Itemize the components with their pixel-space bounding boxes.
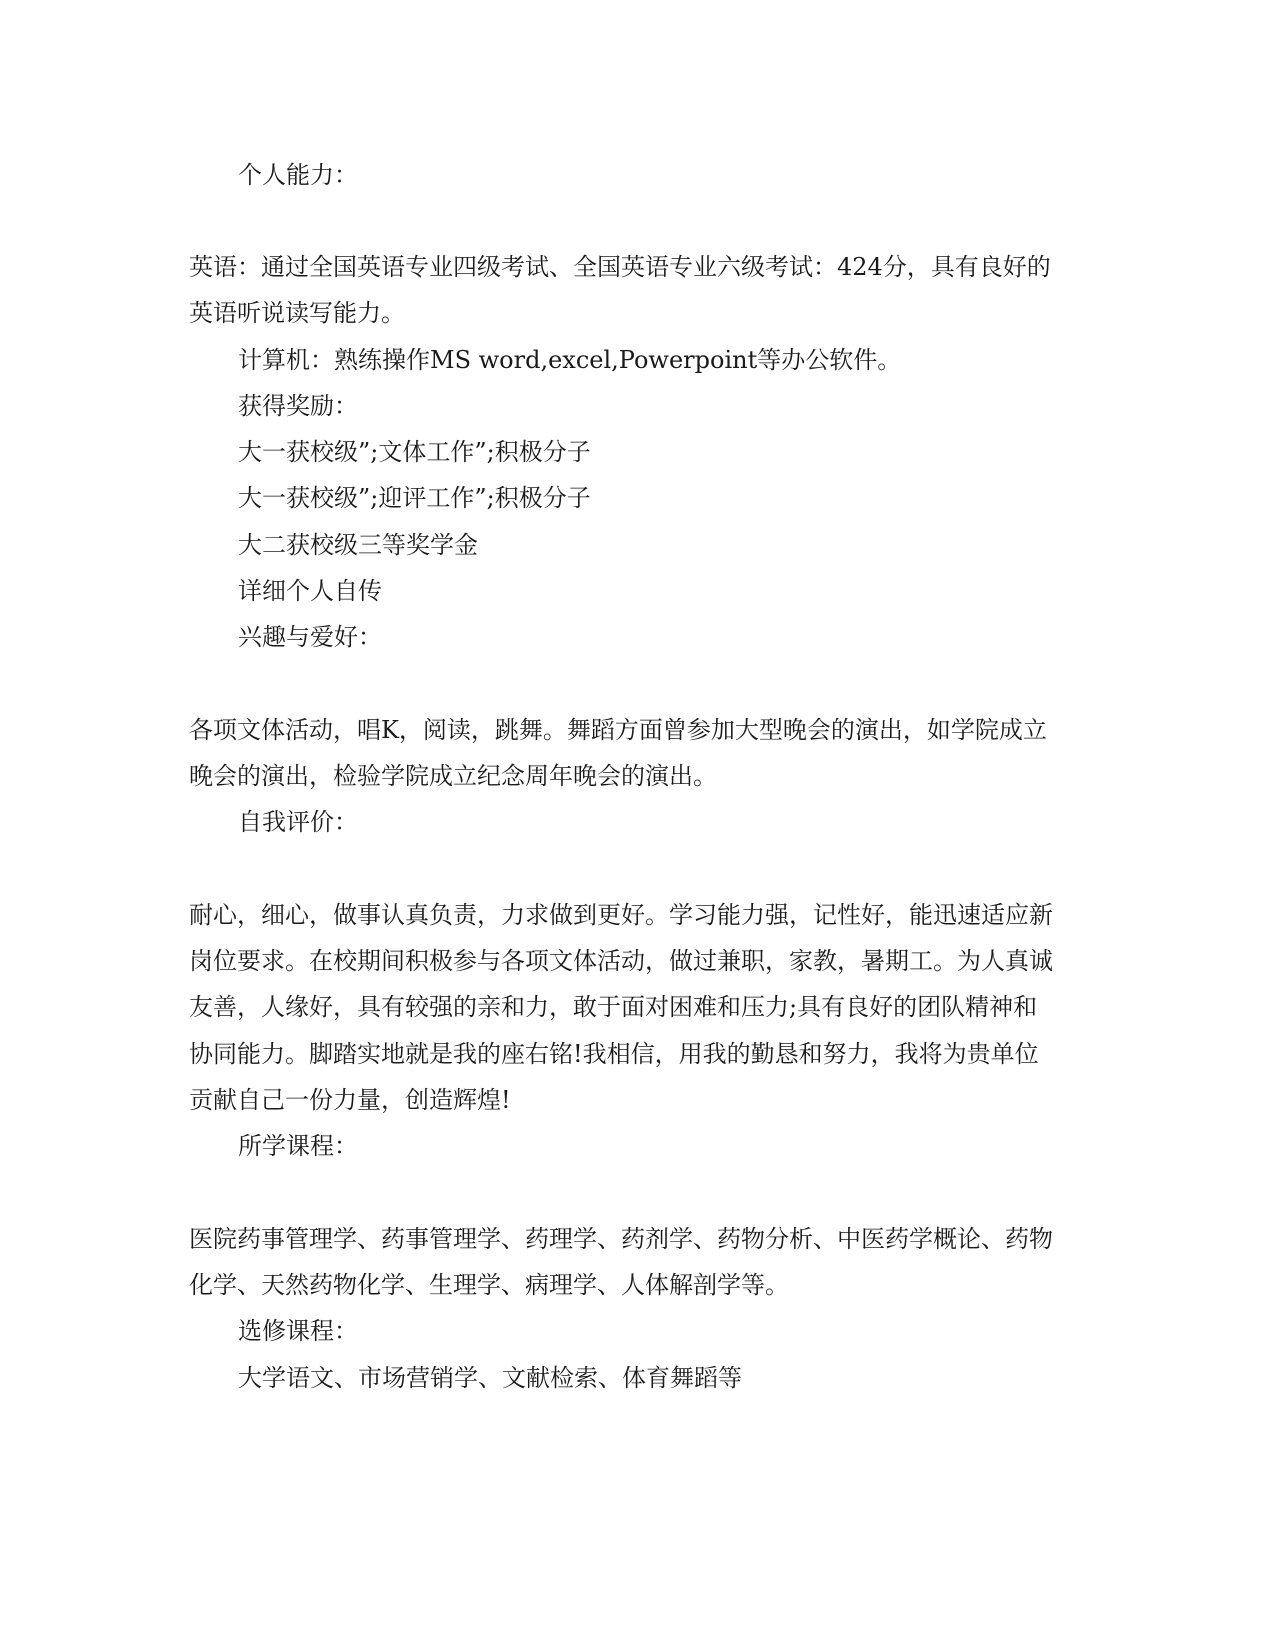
elective-courses-list: 大学语文、市场营销学、文献检索、体育舞蹈等 [238,1364,742,1392]
heading-self-evaluation: 自我评价： [238,808,358,836]
computer-skills: 计算机：熟练操作MS word,excel,Powerpoint等办公软件。 [238,346,902,374]
self-evaluation-line-3: 友善，人缘好，具有较强的亲和力，敢于面对困难和压力;具有良好的团队精神和 [189,993,1038,1021]
award-item-3: 大二获校级三等奖学金 [238,531,478,559]
heading-awards: 获得奖励： [238,392,358,420]
award-item-1: 大一获校级”;文体工作”;积极分子 [238,438,591,466]
self-evaluation-line-4: 协同能力。脚踏实地就是我的座右铭!我相信，用我的勤恳和努力，我将为贵单位 [189,1040,1039,1068]
hobbies-line-2: 晚会的演出，检验学院成立纪念周年晚会的演出。 [189,762,717,790]
courses-line-2: 化学、天然药物化学、生理学、病理学、人体解剖学等。 [189,1271,789,1299]
hobbies-line-1: 各项文体活动，唱K，阅读，跳舞。舞蹈方面曾参加大型晚会的演出，如学院成立 [189,716,1047,744]
self-evaluation-line-5: 贡献自己一份力量，创造辉煌! [189,1086,511,1114]
heading-courses: 所学课程： [238,1132,358,1160]
heading-autobiography: 详细个人自传 [238,577,382,605]
heading-hobbies: 兴趣与爱好： [238,623,382,651]
english-ability-line-2: 英语听说读写能力。 [189,299,405,327]
heading-personal-ability: 个人能力： [238,161,358,189]
award-item-2: 大一获校级”;迎评工作”;积极分子 [238,484,591,512]
courses-line-1: 医院药事管理学、药事管理学、药理学、药剂学、药物分析、中医药学概论、药物 [189,1225,1053,1253]
english-ability-line-1: 英语：通过全国英语专业四级考试、全国英语专业六级考试：424分，具有良好的 [189,253,1051,281]
self-evaluation-line-2: 岗位要求。在校期间积极参与各项文体活动，做过兼职，家教，暑期工。为人真诚 [189,947,1053,975]
heading-elective-courses: 选修课程： [238,1317,358,1345]
self-evaluation-line-1: 耐心，细心，做事认真负责，力求做到更好。学习能力强，记性好，能迅速适应新 [189,901,1053,929]
